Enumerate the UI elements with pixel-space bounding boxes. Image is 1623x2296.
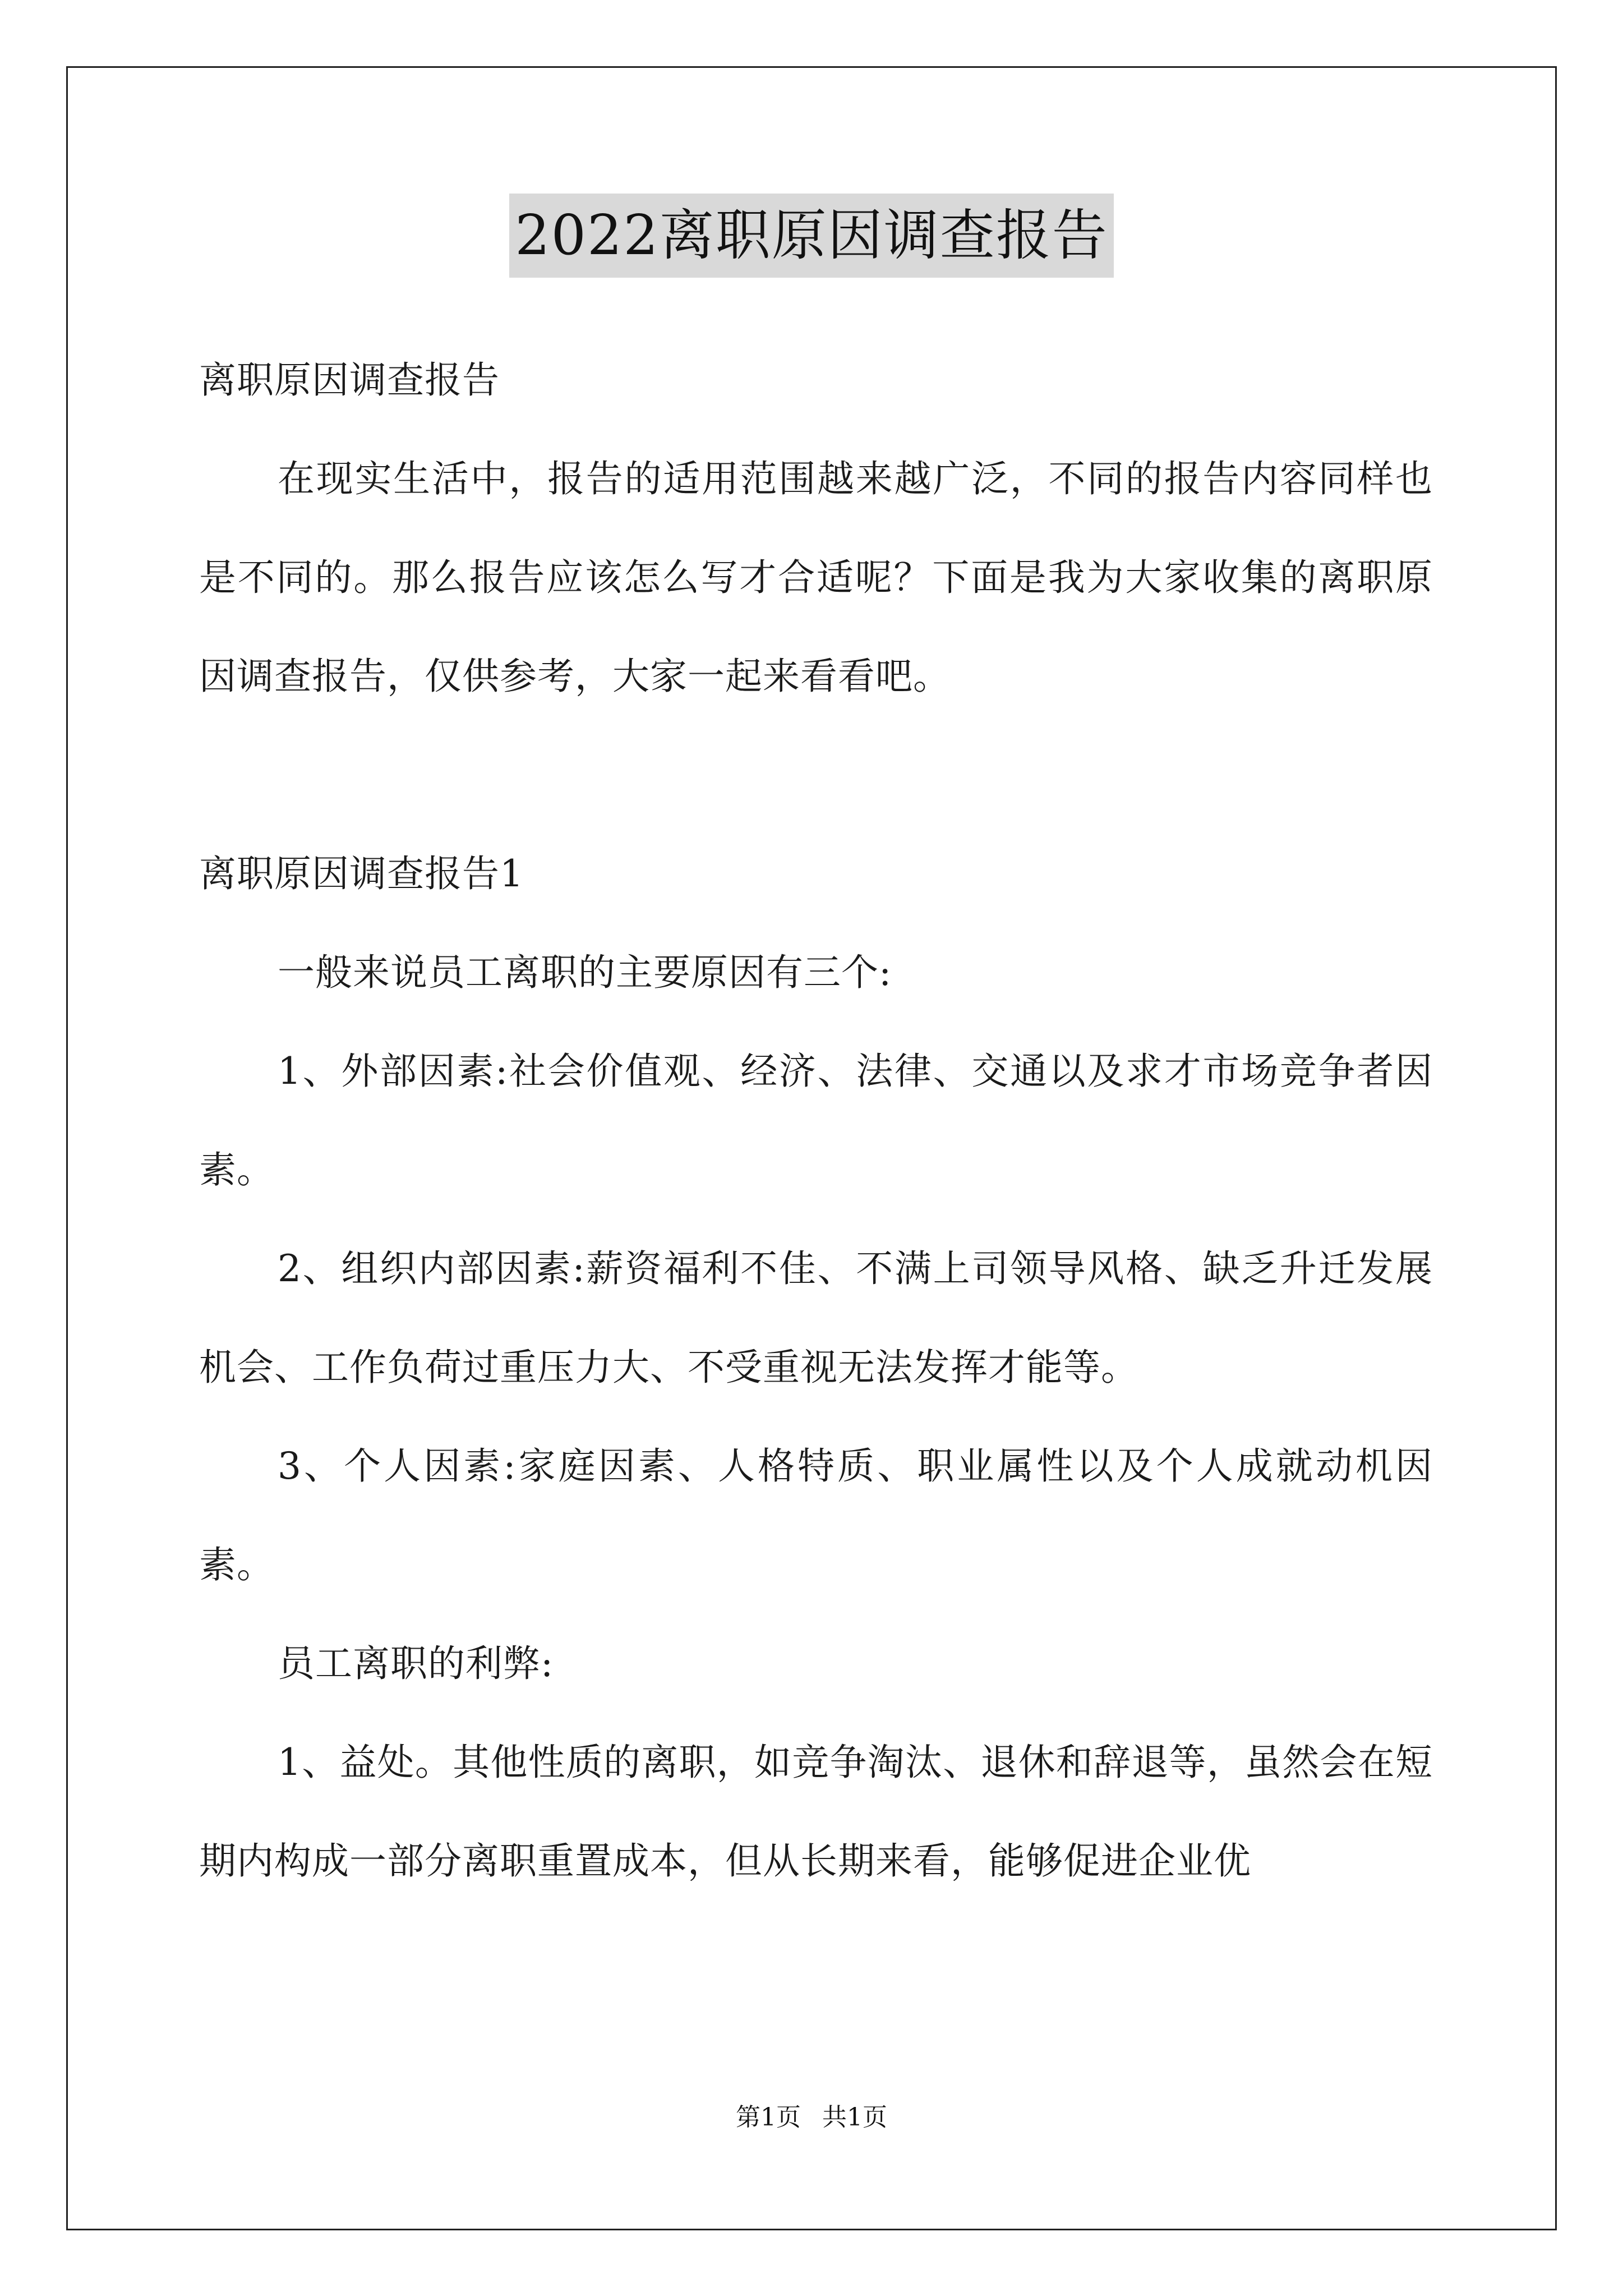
paragraph-personal-factors: 3、个人因素:家庭因素、人格特质、职业属性以及个人成就动机因素。 <box>199 1444 1433 1586</box>
paragraph-subtitle: 离职原因调查报告 <box>199 358 500 402</box>
paragraph-section-heading: 离职原因调查报告1 <box>199 852 524 895</box>
paragraph-external-factors: 1、外部因素:社会价值观、经济、法律、交通以及求才市场竞争者因素。 <box>199 1050 1433 1191</box>
page-number: 第1页 <box>736 2103 801 2132</box>
paragraph-pros-cons-heading: 员工离职的利弊: <box>278 1642 554 1685</box>
paragraph-intro: 在现实生活中，报告的适用范围越来越广泛，不同的报告内容同样也是不同的。那么报告应该怎么写才合适呢？下面是我为大家收集的离职原因调查报告，仅供参考，大家一起来看看吧。 <box>199 457 1433 698</box>
document-body <box>199 331 1433 1911</box>
paragraph-internal-factors: 2、组织内部因素:薪资福利不佳、不满上司领导风格、缺乏升迁发展机会、工作负荷过重压力大、不受重视无法发挥才能等。 <box>199 1247 1433 1389</box>
paragraph-reasons-intro: 一般来说员工离职的主要原因有三个: <box>278 951 892 994</box>
page-total: 共1页 <box>822 2103 887 2132</box>
paragraph-benefits: 1、益处。其他性质的离职，如竞争淘汰、退休和辞退等，虽然会在短期内构成一部分离职重置成本，但从长期来看，能够促进企业优 <box>199 1741 1433 1883</box>
document-title: 2022离职原因调查报告 <box>509 194 1113 278</box>
title-container <box>0 194 1623 278</box>
paragraph-gap <box>199 726 1433 825</box>
page-footer <box>0 2101 1623 2134</box>
